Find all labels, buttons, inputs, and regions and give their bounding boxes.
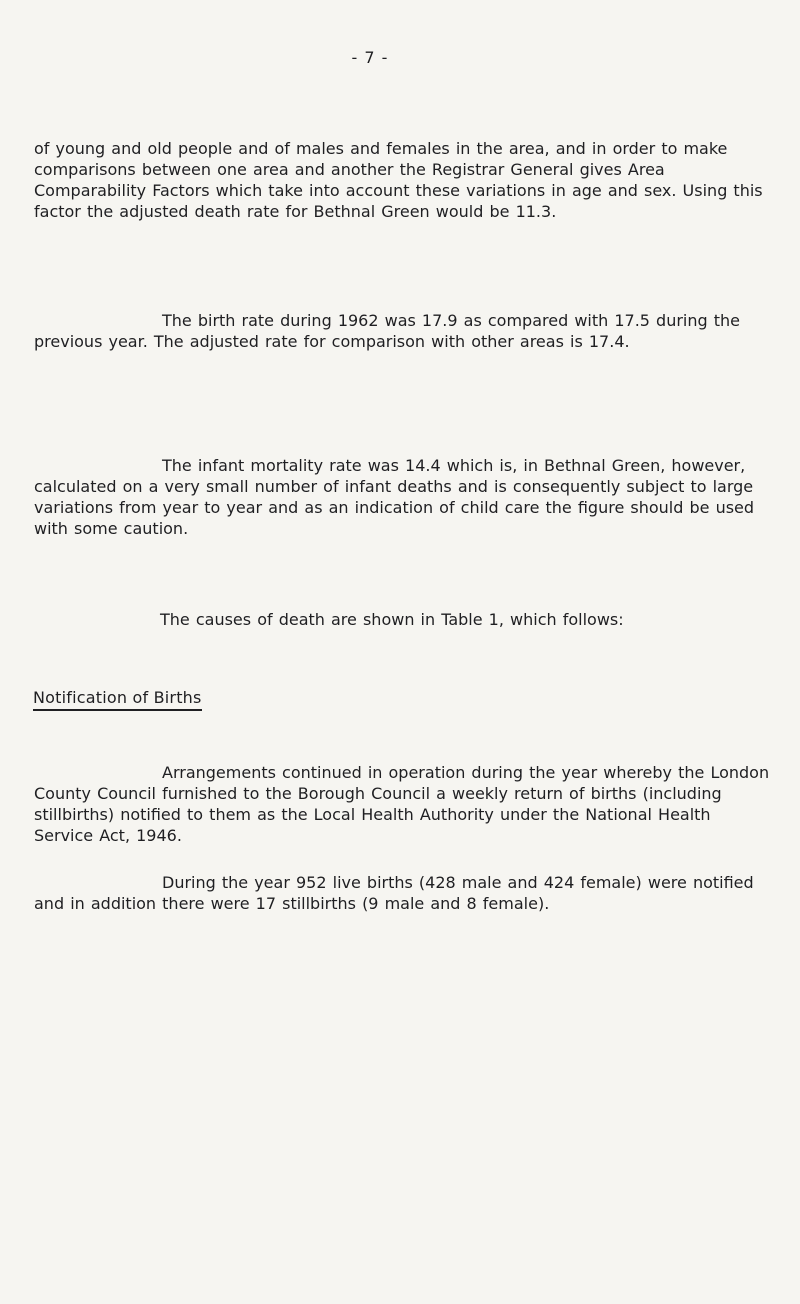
paragraph-text: of young and old people and of males and females in the area, and in order to make comparisons between one area and another the Registrar General gives Area Comparability Factors which take into account these variations in age and sex. Using this factor the adjusted death rate for Bethnal Green would be 11.3.	[34, 139, 763, 221]
paragraph-text: During the year 952 live births (428 male and 424 female) were notified and in addition there were 17 stillbirths (9 male and 8 female).	[34, 873, 754, 913]
page-number: - 7 -	[351, 48, 389, 67]
paragraph-causes-of-death	[160, 609, 760, 630]
paragraph-birth-notification-arrangements	[34, 762, 774, 846]
paragraph-text: The causes of death are shown in Table 1, which follows:	[160, 610, 624, 629]
paragraph-births-notified	[34, 872, 774, 914]
paragraph-birth-rate	[34, 310, 774, 352]
paragraph-text: The infant mortality rate was 14.4 which is, in Bethnal Green, however, calculated on a very small number of infant deaths and is consequently subject to large variations from year to year and as an indication of child care the figure should be used with some caution.	[34, 456, 755, 538]
paragraph-text: The birth rate during 1962 was 17.9 as compared with 17.5 during the previous year. The adjusted rate for comparison with other areas is 17.4.	[34, 311, 741, 351]
paragraph-text: Arrangements continued in operation during the year whereby the London County Council furnished to the Borough Council a weekly return of births (including stillbirths) notified to them as the Local Health Authority under the National Health Service Act, 1946.	[34, 763, 770, 845]
paragraph-infant-mortality	[34, 455, 774, 539]
paragraph-adjusted-death-rate	[34, 138, 774, 222]
section-heading-notification-of-births: Notification of Births	[33, 687, 202, 711]
